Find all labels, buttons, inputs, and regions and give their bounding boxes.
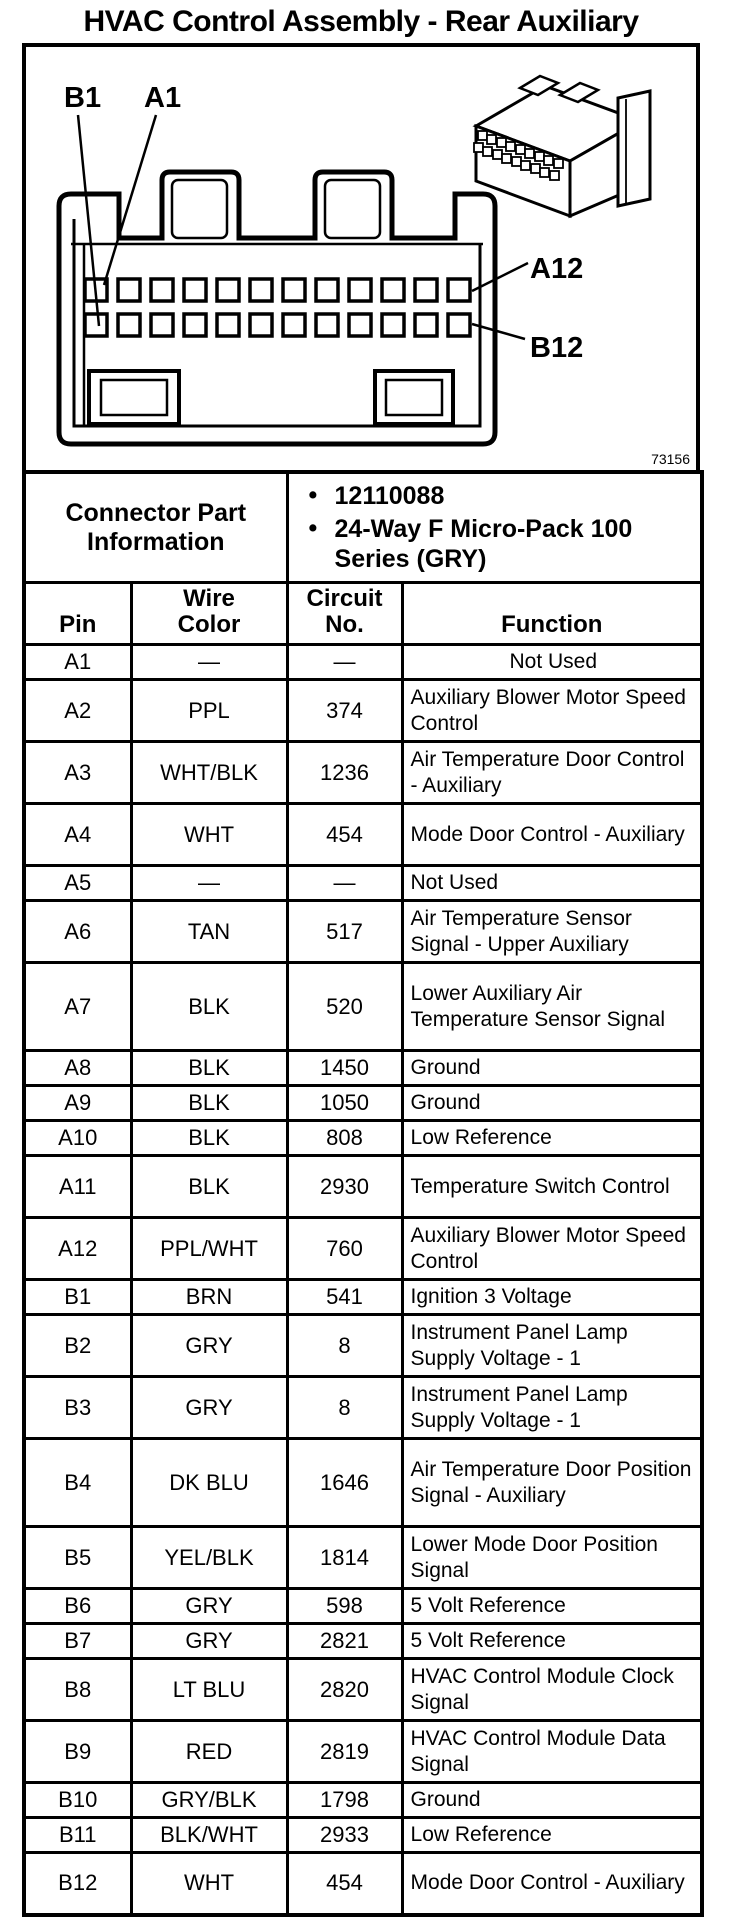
connector-front-view (59, 172, 495, 444)
wire-color-cell: YEL/BLK (131, 1527, 287, 1589)
table-row (24, 1439, 702, 1527)
connector-diagram-svg (26, 47, 696, 470)
wire-color-cell: WHT (131, 804, 287, 866)
wire-color-cell: PPL (131, 680, 287, 742)
function-cell: Ground (402, 1051, 702, 1086)
connector-info-values (287, 472, 702, 583)
table-row (24, 1377, 702, 1439)
table-row (24, 866, 702, 901)
pin-cell: A8 (24, 1051, 131, 1086)
pin-cell: A3 (24, 742, 131, 804)
circuit-cell: 2930 (287, 1156, 402, 1218)
circuit-cell: 760 (287, 1218, 402, 1280)
table-row (24, 1853, 702, 1915)
circuit-cell: 2820 (287, 1659, 402, 1721)
wire-color-cell: TAN (131, 901, 287, 963)
circuit-cell: 1050 (287, 1086, 402, 1121)
wire-color-cell: GRY/BLK (131, 1783, 287, 1818)
wire-color-cell: WHT (131, 1853, 287, 1915)
pin-cell: A4 (24, 804, 131, 866)
table-row (24, 1721, 702, 1783)
circuit-cell: — (287, 645, 402, 680)
pin-cell: A5 (24, 866, 131, 901)
wire-color-cell: BRN (131, 1280, 287, 1315)
wire-color-cell: BLK (131, 1086, 287, 1121)
table-row (24, 1818, 702, 1853)
pin-cell: B2 (24, 1315, 131, 1377)
connector-figure (22, 43, 700, 474)
pin-cell: B11 (24, 1818, 131, 1853)
circuit-cell: 1814 (287, 1527, 402, 1589)
wire-color-cell: GRY (131, 1315, 287, 1377)
circuit-cell: 1798 (287, 1783, 402, 1818)
pin-cell: B12 (24, 1853, 131, 1915)
pin-cell: B7 (24, 1624, 131, 1659)
header-pin: Pin (24, 583, 131, 645)
function-cell: Mode Door Control - Auxiliary (402, 804, 702, 866)
wire-color-cell: WHT/BLK (131, 742, 287, 804)
wire-color-cell: BLK (131, 963, 287, 1051)
circuit-cell: 598 (287, 1589, 402, 1624)
label-b12: B12 (530, 332, 584, 364)
circuit-cell: 454 (287, 1853, 402, 1915)
header-function: Function (402, 583, 702, 645)
function-cell: Ignition 3 Voltage (402, 1280, 702, 1315)
pin-cell: A11 (24, 1156, 131, 1218)
table-row (24, 1315, 702, 1377)
table-row (24, 742, 702, 804)
leader-lines (78, 115, 528, 339)
table-row (24, 1218, 702, 1280)
wire-color-cell: GRY (131, 1624, 287, 1659)
table-header-row (24, 583, 702, 645)
wire-color-cell: — (131, 866, 287, 901)
function-cell: Lower Auxiliary Air Temperature Sensor Signal (402, 963, 702, 1051)
table-row (24, 645, 702, 680)
pin-cell: B1 (24, 1280, 131, 1315)
function-cell: Air Temperature Door Control - Auxiliary (402, 742, 702, 804)
connector-perspective-view (474, 76, 650, 216)
circuit-cell: 1646 (287, 1439, 402, 1527)
circuit-cell: 1236 (287, 742, 402, 804)
pin-cell: A9 (24, 1086, 131, 1121)
wire-color-cell: BLK (131, 1156, 287, 1218)
circuit-cell: 8 (287, 1377, 402, 1439)
wire-color-cell: LT BLU (131, 1659, 287, 1721)
wire-color-cell: BLK/WHT (131, 1818, 287, 1853)
wire-color-cell: BLK (131, 1051, 287, 1086)
function-cell: Auxiliary Blower Motor Speed Control (402, 1218, 702, 1280)
wire-color-cell: — (131, 645, 287, 680)
table-row (24, 1589, 702, 1624)
circuit-cell: 808 (287, 1121, 402, 1156)
circuit-cell: 8 (287, 1315, 402, 1377)
label-a1: A1 (144, 82, 182, 114)
connector-type: • 24-Way F Micro-Pack 100 Series (GRY) (301, 514, 645, 574)
circuit-cell: 1450 (287, 1051, 402, 1086)
table-row (24, 963, 702, 1051)
pin-cell: B4 (24, 1439, 131, 1527)
table-row (24, 1051, 702, 1086)
header-circuit-no: Circuit No. (287, 583, 402, 645)
function-cell: Air Temperature Sensor Signal - Upper Auxiliary (402, 901, 702, 963)
circuit-cell: 517 (287, 901, 402, 963)
connector-part-number: • 12110088 (301, 481, 645, 511)
pin-cell: A6 (24, 901, 131, 963)
function-cell: 5 Volt Reference (402, 1624, 702, 1659)
pin-cell: A1 (24, 645, 131, 680)
function-cell: Air Temperature Door Position Signal - Auxiliary (402, 1439, 702, 1527)
circuit-cell: 2821 (287, 1624, 402, 1659)
table-row (24, 1121, 702, 1156)
wire-color-cell: BLK (131, 1121, 287, 1156)
table-row (24, 1659, 702, 1721)
wire-color-cell: PPL/WHT (131, 1218, 287, 1280)
function-cell: HVAC Control Module Data Signal (402, 1721, 702, 1783)
function-cell: Lower Mode Door Position Signal (402, 1527, 702, 1589)
wire-color-cell: DK BLU (131, 1439, 287, 1527)
function-cell: Not Used (402, 866, 702, 901)
function-cell: Ground (402, 1783, 702, 1818)
function-cell: Temperature Switch Control (402, 1156, 702, 1218)
pinout-table (22, 470, 704, 1917)
document-page (22, 0, 700, 1917)
wire-color-cell: RED (131, 1721, 287, 1783)
function-cell: Low Reference (402, 1121, 702, 1156)
circuit-cell: — (287, 866, 402, 901)
pin-cell: A12 (24, 1218, 131, 1280)
pin-cell: B8 (24, 1659, 131, 1721)
table-row (24, 901, 702, 963)
pin-cell: B9 (24, 1721, 131, 1783)
table-row (24, 1086, 702, 1121)
pin-cell: B3 (24, 1377, 131, 1439)
table-row (24, 1527, 702, 1589)
label-b1: B1 (64, 82, 102, 114)
circuit-cell: 454 (287, 804, 402, 866)
circuit-cell: 374 (287, 680, 402, 742)
page-title: HVAC Control Assembly - Rear Auxiliary (83, 5, 639, 38)
pin-cell: A2 (24, 680, 131, 742)
function-cell: Not Used (402, 645, 702, 680)
circuit-cell: 2933 (287, 1818, 402, 1853)
function-cell: HVAC Control Module Clock Signal (402, 1659, 702, 1721)
figure-number: 73156 (651, 451, 690, 467)
table-row (24, 680, 702, 742)
table-row (24, 1624, 702, 1659)
circuit-cell: 541 (287, 1280, 402, 1315)
function-cell: 5 Volt Reference (402, 1589, 702, 1624)
function-cell: Low Reference (402, 1818, 702, 1853)
pin-cell: B10 (24, 1783, 131, 1818)
connector-info-row (24, 472, 702, 583)
table-row (24, 1280, 702, 1315)
label-a12: A12 (530, 253, 584, 285)
connector-info-label: Connector Part Information (24, 472, 287, 583)
table-row (24, 1156, 702, 1218)
table-row (24, 804, 702, 866)
terminal-pin-grid (85, 279, 470, 336)
circuit-cell: 2819 (287, 1721, 402, 1783)
pin-cell: A7 (24, 963, 131, 1051)
function-cell: Auxiliary Blower Motor Speed Control (402, 680, 702, 742)
pin-cell: B5 (24, 1527, 131, 1589)
circuit-cell: 520 (287, 963, 402, 1051)
pin-cell: A10 (24, 1121, 131, 1156)
function-cell: Instrument Panel Lamp Supply Voltage - 1 (402, 1315, 702, 1377)
wire-color-cell: GRY (131, 1589, 287, 1624)
table-row (24, 1783, 702, 1818)
function-cell: Instrument Panel Lamp Supply Voltage - 1 (402, 1377, 702, 1439)
function-cell: Ground (402, 1086, 702, 1121)
wire-color-cell: GRY (131, 1377, 287, 1439)
pin-cell: B6 (24, 1589, 131, 1624)
function-cell: Mode Door Control - Auxiliary (402, 1853, 702, 1915)
header-wire-color: Wire Color (131, 583, 287, 645)
